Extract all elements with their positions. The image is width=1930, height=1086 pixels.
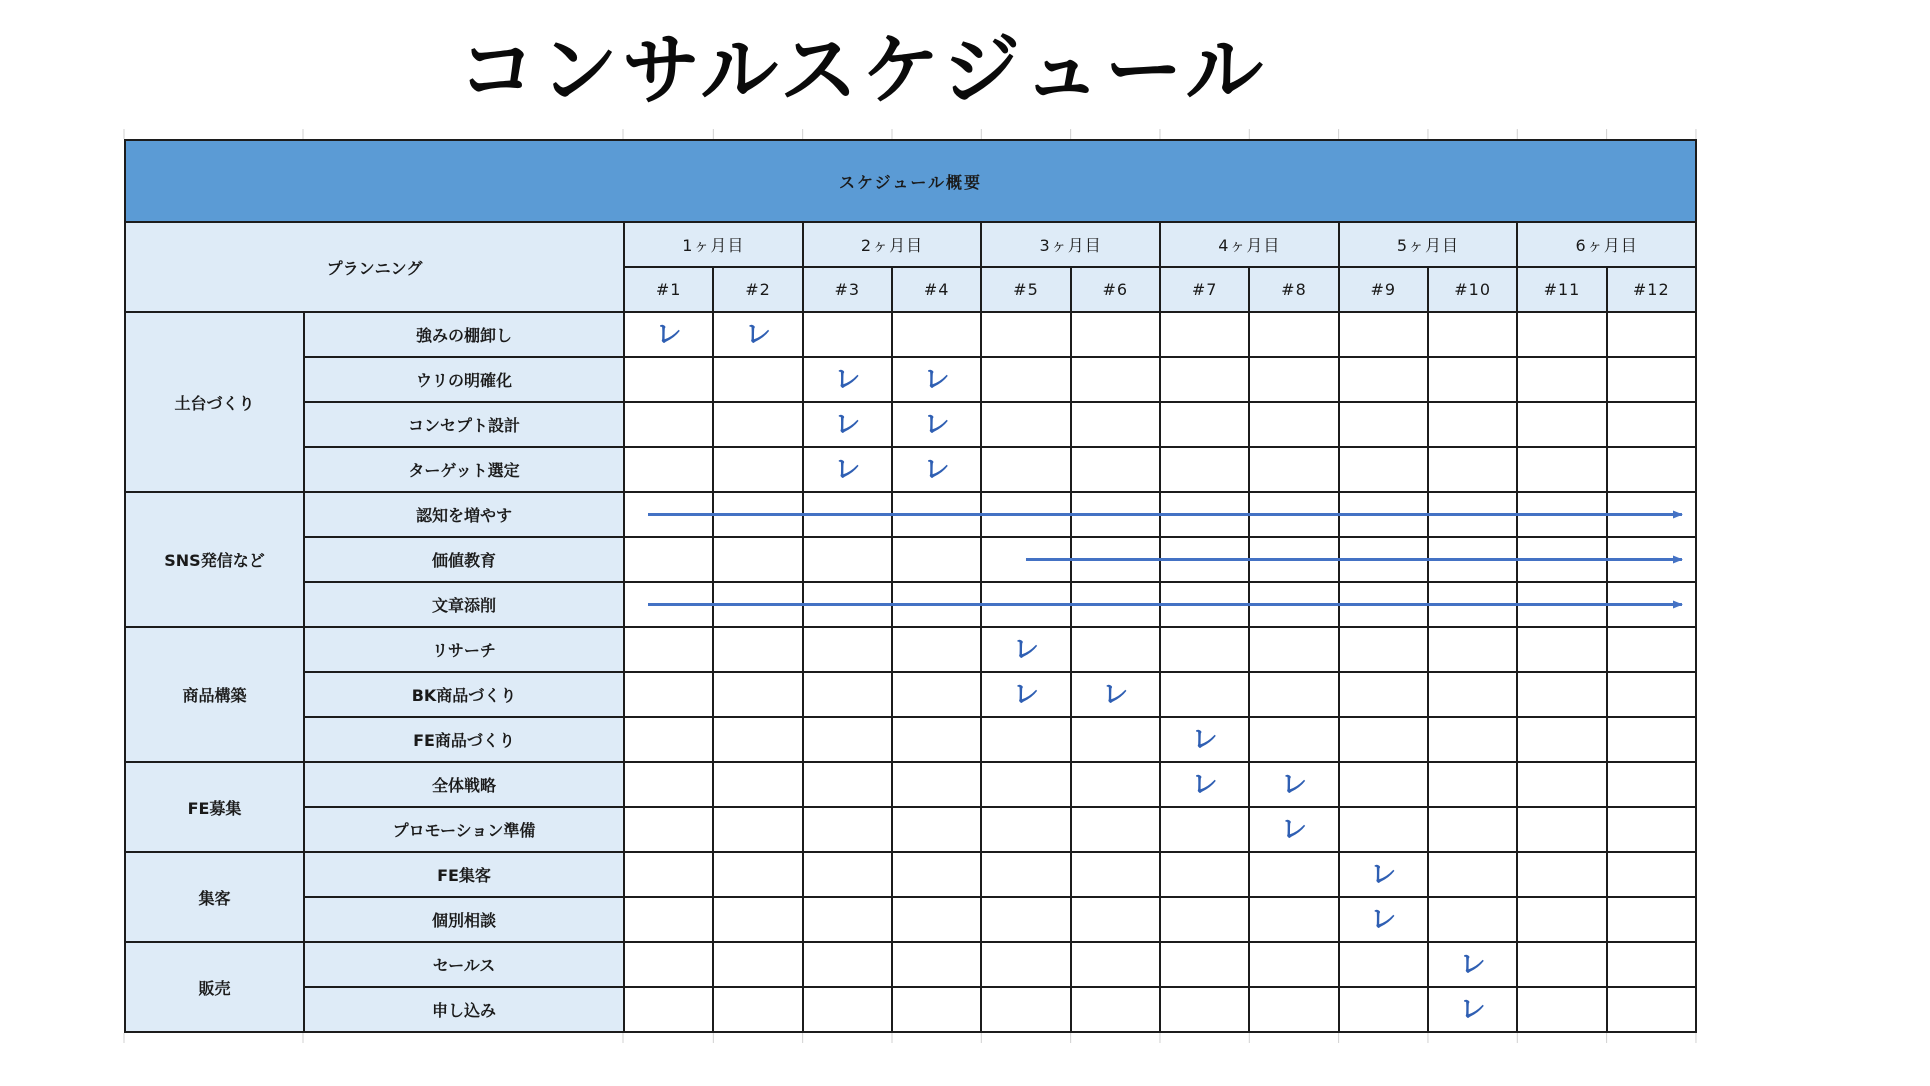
schedule-cell xyxy=(1607,672,1696,717)
schedule-cell xyxy=(624,852,713,897)
schedule-cell xyxy=(892,987,981,1032)
schedule-cell xyxy=(1160,402,1249,447)
schedule-cell xyxy=(981,852,1070,897)
schedule-cell xyxy=(1071,447,1160,492)
schedule-cell xyxy=(1339,312,1428,357)
schedule-cell xyxy=(1339,987,1428,1032)
schedule-cell xyxy=(1071,807,1160,852)
schedule-cell xyxy=(1428,672,1517,717)
schedule-cell xyxy=(1071,717,1160,762)
session-header: #3 xyxy=(803,267,892,312)
task-label: 価値教育 xyxy=(304,537,624,582)
session-header: #6 xyxy=(1071,267,1160,312)
check-mark: レ xyxy=(923,409,950,440)
session-header: #10 xyxy=(1428,267,1517,312)
schedule-cell xyxy=(1249,312,1338,357)
schedule-cell xyxy=(624,807,713,852)
schedule-cell xyxy=(1249,402,1338,447)
task-label: 申し込み xyxy=(304,987,624,1032)
schedule-cell xyxy=(1339,807,1428,852)
schedule-cell xyxy=(713,897,802,942)
schedule-cell xyxy=(803,537,892,582)
schedule-cell xyxy=(803,447,892,492)
schedule-cell xyxy=(624,447,713,492)
schedule-cell xyxy=(1517,852,1606,897)
schedule-cell xyxy=(1160,537,1249,582)
schedule-cell xyxy=(1428,312,1517,357)
schedule-cell xyxy=(1517,762,1606,807)
check-mark: レ xyxy=(834,409,861,440)
schedule-cell xyxy=(624,627,713,672)
schedule-cell xyxy=(892,762,981,807)
schedule-cell xyxy=(1428,402,1517,447)
task-row xyxy=(125,807,1696,852)
page-title: コンサルスケジュール xyxy=(458,26,1268,116)
schedule-cell xyxy=(803,987,892,1032)
check-mark: レ xyxy=(834,454,861,485)
schedule-cell xyxy=(1160,582,1249,627)
schedule-cell xyxy=(1160,447,1249,492)
task-row xyxy=(125,897,1696,942)
schedule-cell xyxy=(624,672,713,717)
schedule-cell xyxy=(1607,897,1696,942)
task-row xyxy=(125,942,1696,987)
task-row xyxy=(125,987,1696,1032)
schedule-cell xyxy=(981,447,1070,492)
schedule-cell xyxy=(1607,402,1696,447)
schedule-cell xyxy=(1428,447,1517,492)
schedule-cell xyxy=(1607,492,1696,537)
schedule-cell xyxy=(892,852,981,897)
session-header: #5 xyxy=(981,267,1070,312)
task-label: ターゲット選定 xyxy=(304,447,624,492)
schedule-cell xyxy=(1339,762,1428,807)
schedule-cell xyxy=(713,942,802,987)
schedule-cell xyxy=(713,807,802,852)
schedule-cell xyxy=(892,942,981,987)
schedule-cell xyxy=(1071,582,1160,627)
schedule-cell xyxy=(1249,897,1338,942)
schedule-cell xyxy=(1071,852,1160,897)
task-row xyxy=(125,492,1696,537)
schedule-cell xyxy=(803,627,892,672)
schedule-cell xyxy=(981,357,1070,402)
task-row xyxy=(125,312,1696,357)
schedule-cell xyxy=(1517,897,1606,942)
schedule-cell xyxy=(1517,312,1606,357)
schedule-cell xyxy=(1428,762,1517,807)
schedule-cell xyxy=(981,762,1070,807)
check-mark: レ xyxy=(923,364,950,395)
schedule-cell xyxy=(1339,672,1428,717)
schedule-table xyxy=(124,139,1697,1033)
schedule-cell xyxy=(803,312,892,357)
schedule-cell xyxy=(803,717,892,762)
task-label: コンセプト設計 xyxy=(304,402,624,447)
category-label: 土台づくり xyxy=(125,312,304,492)
schedule-cell xyxy=(981,672,1070,717)
schedule-cell xyxy=(1071,402,1160,447)
schedule-cell xyxy=(1249,852,1338,897)
schedule-cell xyxy=(981,987,1070,1032)
schedule-cell xyxy=(1160,762,1249,807)
task-label: セールス xyxy=(304,942,624,987)
schedule-cell xyxy=(1249,987,1338,1032)
schedule-cell xyxy=(624,492,713,537)
check-mark: レ xyxy=(1102,679,1129,710)
schedule-cell xyxy=(1517,447,1606,492)
schedule-cell xyxy=(1071,897,1160,942)
schedule-cell xyxy=(624,312,713,357)
schedule-cell xyxy=(1339,582,1428,627)
schedule-cell xyxy=(1339,897,1428,942)
schedule-cell xyxy=(1517,537,1606,582)
task-label: 認知を増やす xyxy=(304,492,624,537)
schedule-cell xyxy=(1249,672,1338,717)
check-mark: レ xyxy=(834,364,861,395)
check-mark: レ xyxy=(1280,769,1307,800)
check-mark: レ xyxy=(923,454,950,485)
task-label: BK商品づくり xyxy=(304,672,624,717)
schedule-cell xyxy=(1071,987,1160,1032)
task-row xyxy=(125,717,1696,762)
schedule-cell xyxy=(981,807,1070,852)
schedule-cell xyxy=(1249,537,1338,582)
schedule-cell xyxy=(981,402,1070,447)
check-mark: レ xyxy=(655,319,682,350)
task-row xyxy=(125,537,1696,582)
task-label: 文章添削 xyxy=(304,582,624,627)
schedule-cell xyxy=(1428,627,1517,672)
schedule-cell xyxy=(713,402,802,447)
schedule-cell xyxy=(892,582,981,627)
schedule-cell xyxy=(1160,717,1249,762)
schedule-cell xyxy=(981,717,1070,762)
task-row xyxy=(125,852,1696,897)
schedule-cell xyxy=(1339,492,1428,537)
schedule-cell xyxy=(1249,447,1338,492)
schedule-cell xyxy=(981,537,1070,582)
schedule-cell xyxy=(1607,987,1696,1032)
schedule-cell xyxy=(713,312,802,357)
schedule-cell xyxy=(1160,312,1249,357)
session-header: #8 xyxy=(1249,267,1338,312)
schedule-cell xyxy=(1428,987,1517,1032)
schedule-cell xyxy=(1249,357,1338,402)
schedule-cell xyxy=(1071,942,1160,987)
schedule-cell xyxy=(1607,582,1696,627)
schedule-cell xyxy=(1517,357,1606,402)
schedule-cell xyxy=(892,672,981,717)
schedule-cell xyxy=(803,492,892,537)
schedule-cell xyxy=(892,492,981,537)
schedule-cell xyxy=(1607,717,1696,762)
schedule-cell xyxy=(1428,852,1517,897)
schedule-cell xyxy=(1339,852,1428,897)
schedule-cell xyxy=(1428,942,1517,987)
check-mark: レ xyxy=(1012,679,1039,710)
schedule-cell xyxy=(713,717,802,762)
schedule-cell xyxy=(1517,492,1606,537)
schedule-cell xyxy=(981,627,1070,672)
schedule-cell xyxy=(1607,762,1696,807)
schedule-cell xyxy=(713,357,802,402)
schedule-cell xyxy=(981,582,1070,627)
schedule-cell xyxy=(1517,987,1606,1032)
schedule-cell xyxy=(624,942,713,987)
schedule-cell xyxy=(803,852,892,897)
task-label: ウリの明確化 xyxy=(304,357,624,402)
schedule-cell xyxy=(803,807,892,852)
schedule-cell xyxy=(1428,717,1517,762)
schedule-cell xyxy=(981,942,1070,987)
schedule-cell xyxy=(1428,537,1517,582)
schedule-cell xyxy=(981,897,1070,942)
schedule-cell xyxy=(1160,807,1249,852)
schedule-cell xyxy=(624,582,713,627)
schedule-cell xyxy=(892,897,981,942)
check-mark: レ xyxy=(1370,904,1397,935)
month-header: 2ヶ月目 xyxy=(803,222,982,267)
schedule-cell xyxy=(1428,492,1517,537)
schedule-cell xyxy=(1607,357,1696,402)
schedule-cell xyxy=(1428,807,1517,852)
check-mark: レ xyxy=(744,319,771,350)
schedule-cell xyxy=(981,492,1070,537)
schedule-cell xyxy=(1607,852,1696,897)
schedule-cell xyxy=(1339,357,1428,402)
session-header: #9 xyxy=(1339,267,1428,312)
month-header: 3ヶ月目 xyxy=(981,222,1160,267)
category-label: SNS発信など xyxy=(125,492,304,627)
schedule-cell xyxy=(1160,852,1249,897)
check-mark: レ xyxy=(1191,769,1218,800)
schedule-cell xyxy=(1339,402,1428,447)
schedule-cell xyxy=(1249,492,1338,537)
schedule-cell xyxy=(1071,672,1160,717)
schedule-cell xyxy=(1071,312,1160,357)
schedule-cell xyxy=(803,897,892,942)
schedule-cell xyxy=(1071,492,1160,537)
schedule-cell xyxy=(1160,897,1249,942)
schedule-cell xyxy=(1428,582,1517,627)
schedule-cell xyxy=(1517,627,1606,672)
schedule-cell xyxy=(1249,762,1338,807)
schedule-cell xyxy=(1249,717,1338,762)
task-row xyxy=(125,672,1696,717)
schedule-cell xyxy=(803,942,892,987)
schedule-cell xyxy=(1071,537,1160,582)
session-header: #4 xyxy=(892,267,981,312)
schedule-cell xyxy=(713,537,802,582)
schedule-cell xyxy=(981,312,1070,357)
schedule-cell xyxy=(1160,987,1249,1032)
schedule-cell xyxy=(1160,942,1249,987)
schedule-cell xyxy=(1339,942,1428,987)
task-label: プロモーション準備 xyxy=(304,807,624,852)
schedule-cell xyxy=(713,852,802,897)
schedule-cell xyxy=(803,402,892,447)
session-header: #2 xyxy=(713,267,802,312)
schedule-cell xyxy=(624,897,713,942)
schedule-cell xyxy=(803,582,892,627)
schedule-cell xyxy=(713,492,802,537)
month-header: 4ヶ月目 xyxy=(1160,222,1339,267)
schedule-cell xyxy=(1071,627,1160,672)
schedule-banner: スケジュール概要 xyxy=(125,140,1696,222)
category-label: FE募集 xyxy=(125,762,304,852)
schedule-cell xyxy=(713,672,802,717)
session-header: #12 xyxy=(1607,267,1696,312)
schedule-cell xyxy=(713,987,802,1032)
schedule-cell xyxy=(624,537,713,582)
schedule-cell xyxy=(1339,447,1428,492)
schedule-cell xyxy=(1607,312,1696,357)
schedule-cell xyxy=(624,762,713,807)
task-label: リサーチ xyxy=(304,627,624,672)
schedule-cell xyxy=(1339,537,1428,582)
check-mark: レ xyxy=(1012,634,1039,665)
schedule-cell xyxy=(1517,672,1606,717)
check-mark: レ xyxy=(1370,859,1397,890)
schedule-cell xyxy=(892,627,981,672)
schedule-cell xyxy=(624,987,713,1032)
task-label: 全体戦略 xyxy=(304,762,624,807)
session-header: #1 xyxy=(624,267,713,312)
schedule-cell xyxy=(892,537,981,582)
schedule-cell xyxy=(1607,627,1696,672)
schedule-cell xyxy=(892,402,981,447)
schedule-cell xyxy=(1517,582,1606,627)
schedule-cell xyxy=(1607,537,1696,582)
task-row xyxy=(125,402,1696,447)
check-mark: レ xyxy=(1459,949,1486,980)
planning-header: プランニング xyxy=(125,222,624,312)
task-row xyxy=(125,582,1696,627)
schedule-cell xyxy=(803,357,892,402)
schedule-cell xyxy=(892,357,981,402)
task-row xyxy=(125,762,1696,807)
task-label: 強みの棚卸し xyxy=(304,312,624,357)
schedule-cell xyxy=(803,762,892,807)
schedule-cell xyxy=(892,447,981,492)
schedule-cell xyxy=(1607,807,1696,852)
schedule-cell xyxy=(713,447,802,492)
schedule-cell xyxy=(1071,357,1160,402)
schedule-cell xyxy=(1517,717,1606,762)
task-label: FE集客 xyxy=(304,852,624,897)
schedule-cell xyxy=(1607,942,1696,987)
month-header: 6ヶ月目 xyxy=(1517,222,1696,267)
schedule-cell xyxy=(1160,492,1249,537)
month-header: 5ヶ月目 xyxy=(1339,222,1518,267)
schedule-cell xyxy=(1607,447,1696,492)
schedule-cell xyxy=(1160,627,1249,672)
check-mark: レ xyxy=(1191,724,1218,755)
schedule-cell xyxy=(1160,357,1249,402)
schedule-cell xyxy=(713,762,802,807)
schedule-cell xyxy=(1428,897,1517,942)
month-header: 1ヶ月目 xyxy=(624,222,803,267)
schedule-cell xyxy=(892,717,981,762)
schedule-cell xyxy=(1517,402,1606,447)
category-label: 集客 xyxy=(125,852,304,942)
task-row xyxy=(125,627,1696,672)
schedule-cell xyxy=(1249,807,1338,852)
category-label: 販売 xyxy=(125,942,304,1032)
schedule-cell xyxy=(1160,672,1249,717)
schedule-cell xyxy=(1339,717,1428,762)
schedule-cell xyxy=(624,402,713,447)
check-mark: レ xyxy=(1280,814,1307,845)
session-header: #7 xyxy=(1160,267,1249,312)
check-mark: レ xyxy=(1459,994,1486,1025)
schedule-cell xyxy=(1339,627,1428,672)
schedule-cell xyxy=(1428,357,1517,402)
schedule-cell xyxy=(624,357,713,402)
task-label: FE商品づくり xyxy=(304,717,624,762)
schedule-cell xyxy=(1249,582,1338,627)
schedule-cell xyxy=(1517,807,1606,852)
schedule-cell xyxy=(892,807,981,852)
schedule-cell xyxy=(1249,942,1338,987)
schedule-cell xyxy=(713,627,802,672)
session-header: #11 xyxy=(1517,267,1606,312)
schedule-cell xyxy=(624,717,713,762)
schedule-cell xyxy=(1249,627,1338,672)
category-label: 商品構築 xyxy=(125,627,304,762)
schedule-cell xyxy=(1071,762,1160,807)
schedule-cell xyxy=(1517,942,1606,987)
schedule-cell xyxy=(803,672,892,717)
schedule-cell xyxy=(713,582,802,627)
schedule-cell xyxy=(892,312,981,357)
task-label: 個別相談 xyxy=(304,897,624,942)
task-row xyxy=(125,357,1696,402)
task-row xyxy=(125,447,1696,492)
